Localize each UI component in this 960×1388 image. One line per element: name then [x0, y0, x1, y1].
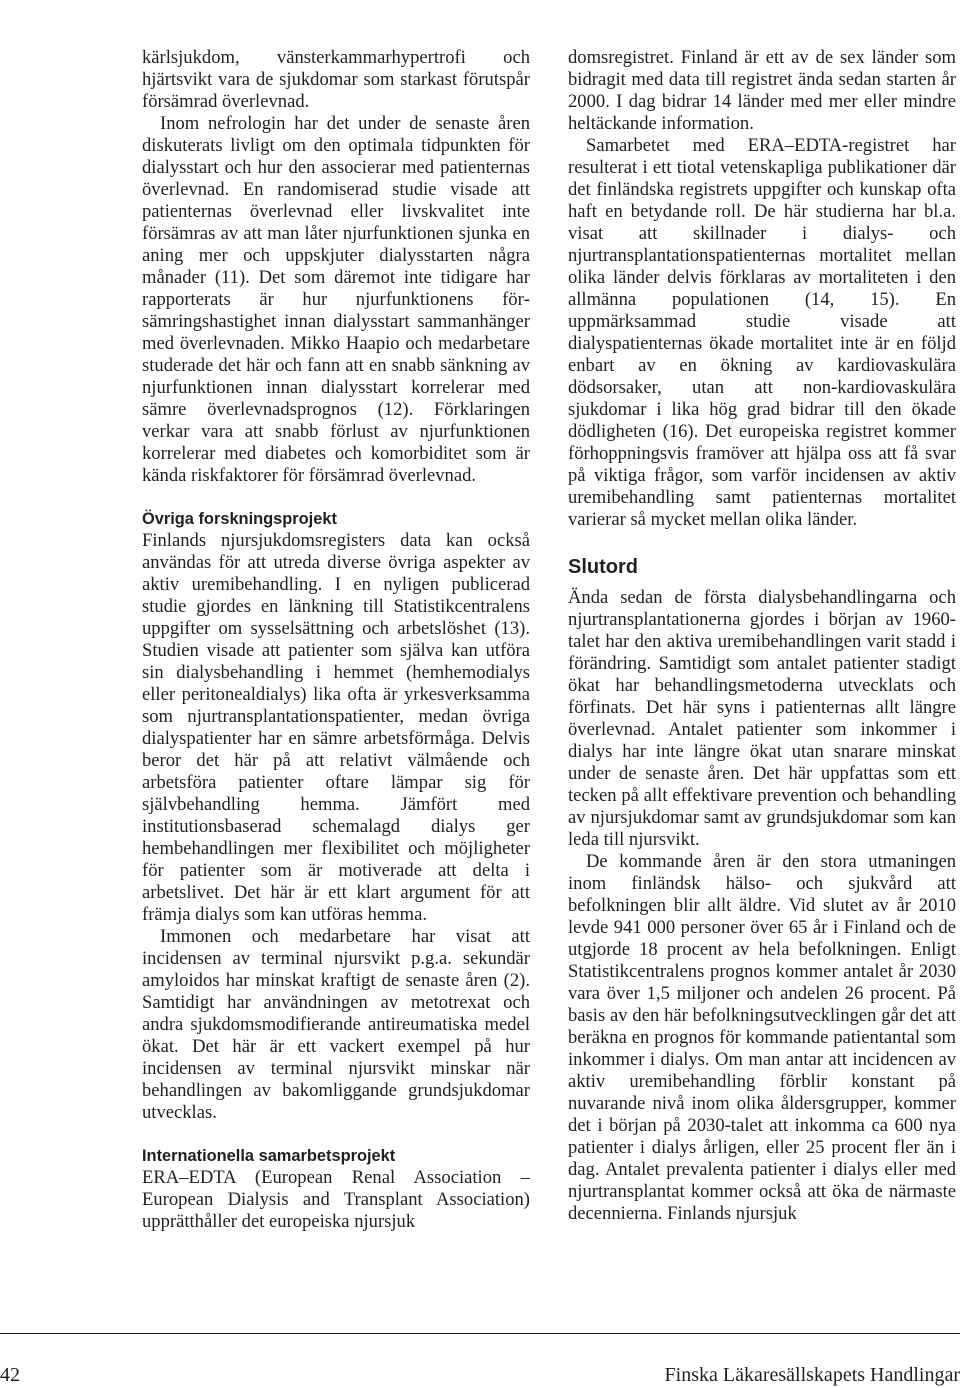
left-column — [142, 47, 530, 1233]
body-paragraph: De kommande åren är den stora utmaningen inom finländsk hälso- och sjukvård att befolkningen blir allt äldre. Vid slutet av år 2010 levde 941 000 personer över 65 år i Finland och de utgjorde 18 procent av hela befolkningen. Enligt Statistikcentralens prognos kommer antalet år 2030 vara över 1,5 miljoner och andelen 26 procent. På basis av den här befolkningsutvecklingen går det att beräkna en prognos för kommande patientantal som inkommer i dialys. Om man antar att incidencen av aktiv uremibehandling förblir konstant på nuvarande nivå inom olika åldersgrupper, kommer det i början på 2030-talet att inkomma ca 600 nya patienter i dialys årligen, eller 25 procent fler än i dag. Antalet prevalenta patienter i dialys eller med njurtransplantat kommer också att öka de närmaste decennierna. Finlands njursjuk — [568, 851, 956, 1224]
body-paragraph: Immonen och medarbetare har visat att incidensen av terminal njursvikt p.g.a. sekundär amyloidos har minskat kraftigt de senaste åren (2). Samtidigt har användningen av metotrexat och andra sjukdomsmodifierande antireumatiska medel ökat. Det här är ett vackert exempel på hur incidensen av terminal njursvikt minskar när behandlingen av bakomliggande grundsjukdomar utvecklas. — [142, 926, 530, 1123]
body-paragraph: Samarbetet med ERA–EDTA-registret har resulterat i ett tiotal vetenskapliga publikationer där det finländska registrets uppgifter och kunskap ofta haft en betydande roll. De här studierna har bl.a. visat att skillnader i dialys- och njurtransplantationspatienternas mortalitet mellan olika länder delvis förklaras av mortaliteten i den allmänna populationen (14, 15). En uppmärksammad studie visade att dialyspatienternas ökade mortalitet inte är en följd enbart av en ökning av kardiovaskulära dödsorsaker, utan att non-kardiovaskulära sjukdomar i lika hög grad bidrar till den ökade dödligheten (16). Det europeiska registret kommer förhoppningsvis framöver att hjälpa oss att få svar på viktiga frågor, som varför incidensen av aktiv uremibehandling samt patienternas mortalitet varierar så mycket mellan olika länder. — [568, 135, 956, 530]
body-paragraph: Finlands njursjukdomsregisters data kan också användas för att utreda diverse övriga aspekter av aktiv uremibehandling. I en nyligen publicerad studie gjordes en länkning till Statistikcentralens uppgifter om sysselsättning och arbetslöshet (13). Studien visade att patienter som själva kan utföra sin dialysbehandling i hemmet (hemhemodialys eller peritonealdialys) lika ofta är yrkesverksamma som njurtransplantationspatienter, medan övriga dialyspatienter har en sämre arbetsförmåga. Delvis beror det här på att relativt välmående och arbetsföra patienter oftare lämpar sig för självbehandling hemma. Jämfört med institutionsbaserad schemalagd dialys ger hembehandlingen mer flexibilitet och möjligheter för patienter som är motiverade att delta i arbetslivet. Det här är ett klart argument för att främja dialys som kan utföras hemma. — [142, 530, 530, 925]
subheading-ovriga-forskningsprojekt: Övriga forskningsprojekt — [142, 510, 337, 528]
body-paragraph: Inom nefrologin har det under de senaste åren diskuterats livligt om den optimala tidpunkten för dialysstart och hur den associerar med patienternas överlevnad. En randomiserad studie visade att patienternas överlevnad eller livskvalitet inte försämras av att man låter njurfunktionen sjunka en aning mer och uppskjuter dialysstarten några månader (11). Det som däremot inte tidigare har rapporterats är hur njurfunktionens försämringshastighet innan dialysstart sammanhänger med överlevnaden. Mikko Haapio och medarbetare studerade det här och fann att en snabb sänkning av njurfunktionen innan dialysstart korrelerar med sämre överlevnadsprognos (12). Förklaringen verkar vara att snabb förlust av njurfunktionen korrelerar med diabetes och komorbiditet som är kända riskfaktorer för försämrad överlevnad. — [142, 113, 530, 486]
journal-name: Finska Läkaresällskapets Handlingar — [664, 1364, 960, 1386]
body-paragraph: Ända sedan de första dialysbehandlingarna och njurtransplantationerna gjordes i början av 1960-talet har den aktiva uremibehandlingen varit stadd i förändring. Samtidigt som antalet patienter stadigt ökat har behandlingsmetoderna utvecklats och förfinats. Det här syns i patienternas allt längre överlevnad. Antalet patienter som inkommer i dialys har inte längre ökat utan snarare minskat under de senaste åren. Det här uppfattas som ett tecken på allt effektivare prevention och behandling av njursjukdomar samt av grundsjukdomar som kan leda till njursvikt. — [568, 587, 956, 850]
page-number: 42 — [0, 1364, 20, 1386]
right-column — [568, 47, 956, 1225]
body-paragraph: kärlsjukdom, vänsterkammarhypertrofi och hjärtsvikt vara de sjukdomar som starkast förutspår försämrad överlevnad. — [142, 47, 530, 112]
footer-divider — [0, 1333, 960, 1334]
body-paragraph: ERA–EDTA (European Renal Association – European Dialysis and Transplant Association) upprätthåller det europeiska njursjuk — [142, 1167, 530, 1232]
subheading-internationella-samarbetsprojekt: Internationella samarbetsprojekt — [142, 1147, 396, 1165]
body-paragraph: domsregistret. Finland är ett av de sex länder som bidragit med data till registret ända sedan starten år 2000. I dag bidrar 14 länder med mer eller mindre heltäckande information. — [568, 47, 956, 134]
section-title-slutord: Slutord — [568, 556, 638, 578]
